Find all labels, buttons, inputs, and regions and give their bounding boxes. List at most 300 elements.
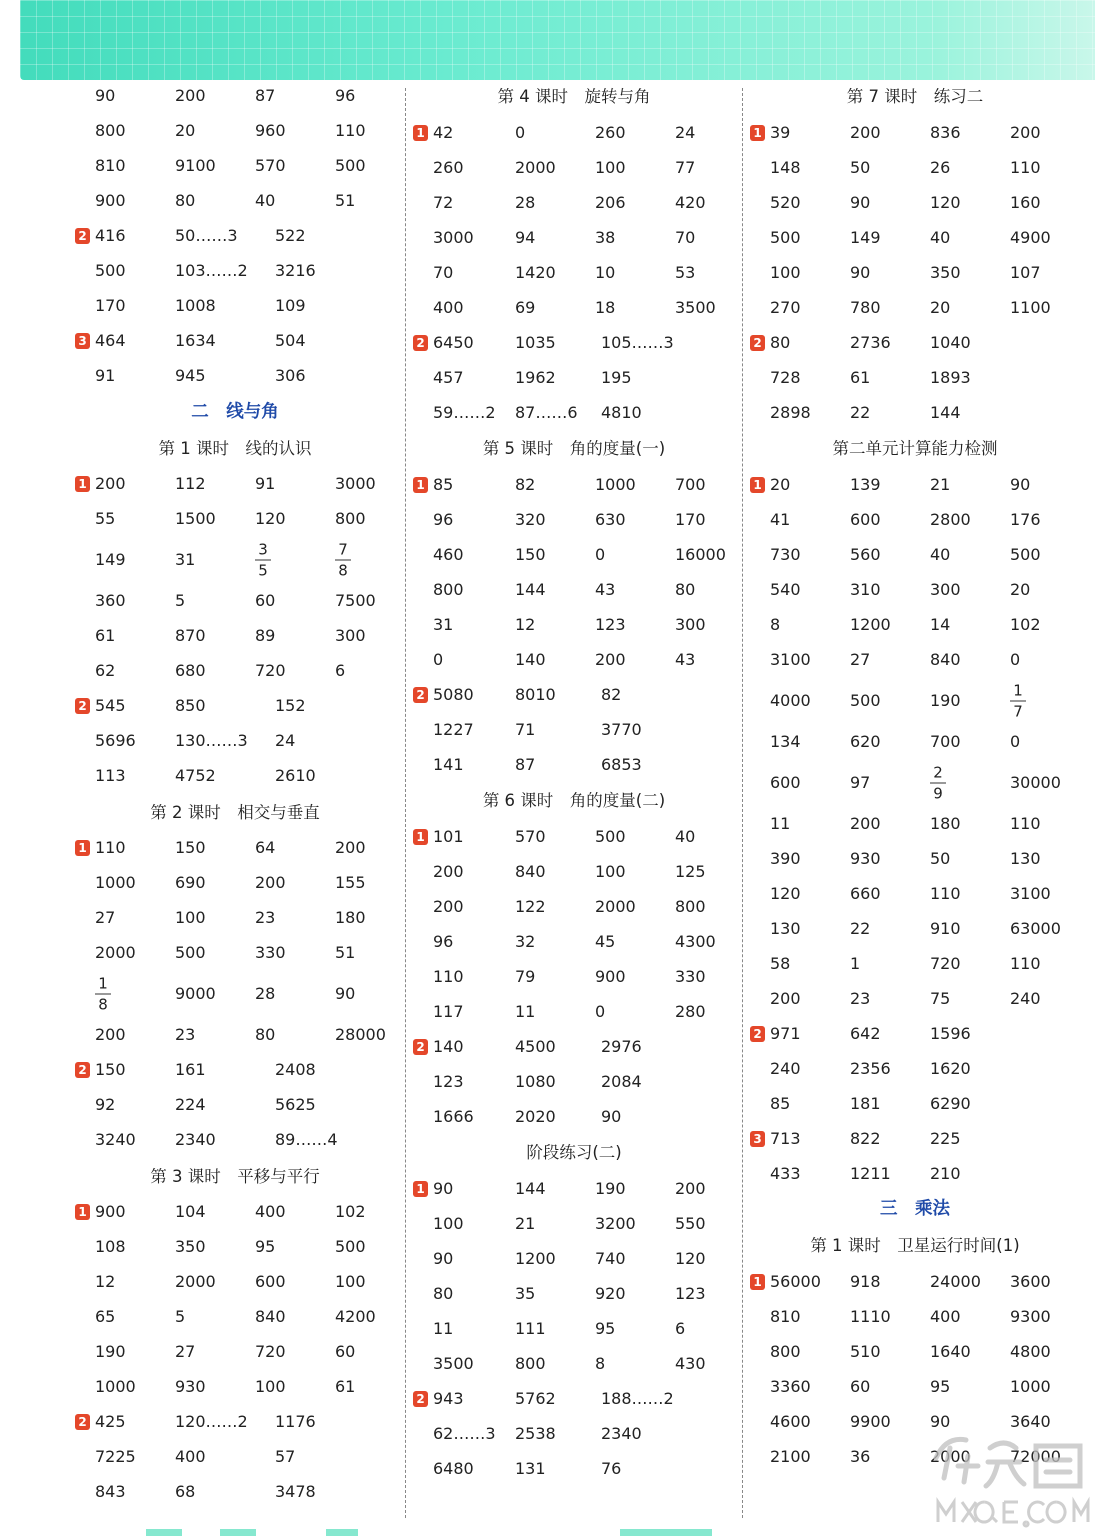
answer-value: 3478 xyxy=(275,1482,316,1501)
answer-row xyxy=(413,959,735,994)
answer-value: 85 xyxy=(433,474,454,494)
answer-row xyxy=(750,150,1080,185)
answer-value: 3500 xyxy=(433,1353,474,1373)
answer-value: 55 xyxy=(95,509,116,528)
answer-value: 6853 xyxy=(601,754,642,774)
answer-value: 16000 xyxy=(675,544,726,564)
answer-value: 270 xyxy=(770,297,801,317)
answer-row xyxy=(750,467,1080,502)
answer-value: 130 xyxy=(770,918,801,938)
answer-value: 95 xyxy=(930,1376,951,1396)
answer-value: 900 xyxy=(95,1202,126,1221)
question-number-badge: 1 xyxy=(750,1274,765,1290)
answer-row xyxy=(750,1051,1080,1086)
answer-value: 90 xyxy=(850,192,871,212)
answer-value: 9300 xyxy=(1010,1306,1051,1326)
question-number-badge: 2 xyxy=(413,335,428,351)
answer-value: 70 xyxy=(433,262,454,282)
question-number-badge: 2 xyxy=(750,335,765,351)
answer-value: 27 xyxy=(175,1342,196,1361)
answer-value: 810 xyxy=(770,1306,801,1326)
answer-row xyxy=(75,1123,395,1158)
answer-value: 320 xyxy=(515,509,546,529)
answer-value: 24 xyxy=(675,122,696,142)
answer-value: 1634 xyxy=(175,331,216,350)
answer-value: 110 xyxy=(1010,813,1041,833)
answer-value: 522 xyxy=(275,226,306,245)
answer-value: 713 xyxy=(770,1128,801,1148)
answer-value: 2356 xyxy=(850,1058,891,1078)
answer-row xyxy=(413,1241,735,1276)
answer-value: 140 xyxy=(515,649,546,669)
answer-value: 130……3 xyxy=(175,731,248,750)
answer-value: 630 xyxy=(595,509,626,529)
lesson-title: 第 7 课时 练习二 xyxy=(846,87,984,106)
fraction-answer xyxy=(95,975,111,1014)
answer-value: 1176 xyxy=(275,1412,316,1431)
answer-value: 65 xyxy=(95,1307,116,1326)
answer-value: 150 xyxy=(95,1060,126,1079)
answer-value: 80 xyxy=(675,579,696,599)
question-number-badge: 1 xyxy=(413,125,428,141)
answer-row xyxy=(413,1206,735,1241)
answer-value: 62……3 xyxy=(433,1423,496,1443)
fraction-denominator: 5 xyxy=(258,561,268,580)
fraction-numerator: 7 xyxy=(338,540,348,559)
answer-value: 150 xyxy=(515,544,546,564)
answer-value: 9900 xyxy=(850,1411,891,1431)
answer-value: 400 xyxy=(433,297,464,317)
answer-value: 390 xyxy=(770,848,801,868)
answer-value: 28 xyxy=(255,984,276,1003)
answer-value: 100 xyxy=(255,1377,286,1396)
fraction-denominator: 7 xyxy=(1013,702,1023,720)
answer-row xyxy=(750,1086,1080,1121)
answer-value: 4000 xyxy=(770,690,811,710)
answer-value: 58 xyxy=(770,953,791,973)
answer-value: 2538 xyxy=(515,1423,556,1443)
answer-value: 0 xyxy=(1010,649,1021,669)
answer-row xyxy=(413,467,735,502)
answer-value: 21 xyxy=(930,474,951,494)
answer-value: 9000 xyxy=(175,984,216,1003)
answer-row xyxy=(413,642,735,677)
question-number-badge: 2 xyxy=(75,698,90,714)
answer-value: 500 xyxy=(95,261,126,280)
answer-row xyxy=(750,759,1080,806)
answer-value: 23 xyxy=(255,908,276,927)
answer-row xyxy=(413,994,735,1029)
answer-value: 4900 xyxy=(1010,227,1051,247)
answer-row xyxy=(75,1300,395,1335)
footer-tab xyxy=(620,1529,712,1536)
answer-value: 51 xyxy=(335,943,356,962)
answer-value: 800 xyxy=(675,896,706,916)
answer-value: 120 xyxy=(675,1248,706,1268)
answer-value: 80 xyxy=(175,191,196,210)
answer-value: 97 xyxy=(850,772,871,792)
answer-value: 460 xyxy=(433,544,464,564)
answer-row xyxy=(413,1416,735,1451)
answer-value: 43 xyxy=(675,649,696,669)
answer-row xyxy=(413,924,735,959)
answer-value: 12 xyxy=(95,1272,116,1291)
fraction-answer xyxy=(335,541,351,580)
answer-value: 200 xyxy=(95,474,126,493)
answer-value: 400 xyxy=(175,1447,206,1466)
answer-value: 90 xyxy=(1010,474,1031,494)
header-banner xyxy=(20,0,1095,80)
fraction-bar xyxy=(1010,700,1026,701)
answer-value: 144 xyxy=(515,579,546,599)
answer-value: 110 xyxy=(1010,157,1041,177)
answer-value: 540 xyxy=(770,579,801,599)
answer-value: 500 xyxy=(335,156,366,175)
answer-row xyxy=(75,1475,395,1510)
column-divider xyxy=(742,88,743,1518)
answer-value: 642 xyxy=(850,1023,881,1043)
answer-value: 39 xyxy=(770,122,791,142)
answer-value: 0 xyxy=(515,122,526,142)
answer-value: 59……2 xyxy=(433,402,496,422)
question-number-badge: 2 xyxy=(75,228,90,244)
answer-value: 60 xyxy=(335,1342,356,1361)
answer-row xyxy=(750,876,1080,911)
answer-value: 41 xyxy=(770,509,791,529)
answer-value: 2408 xyxy=(275,1060,316,1079)
answer-value: 900 xyxy=(595,966,626,986)
answer-value: 836 xyxy=(930,122,961,142)
answer-value: 40 xyxy=(675,826,696,846)
answer-row xyxy=(75,79,395,114)
answer-value: 2898 xyxy=(770,402,811,422)
lesson-title: 第 5 课时 角的度量(一) xyxy=(482,439,666,458)
answer-value: 740 xyxy=(595,1248,626,1268)
answer-value: 170 xyxy=(675,509,706,529)
answer-value: 1211 xyxy=(850,1163,891,1183)
lesson-title: 第 1 课时 线的认识 xyxy=(158,438,312,458)
answer-value: 306 xyxy=(275,366,306,385)
answer-value: 1110 xyxy=(850,1306,891,1326)
answer-row xyxy=(413,607,735,642)
answer-value: 38 xyxy=(595,227,616,247)
answer-value: 70 xyxy=(675,227,696,247)
answer-value: 6 xyxy=(335,661,346,680)
answer-row xyxy=(750,360,1080,395)
fraction-answer xyxy=(255,541,271,580)
answer-value: 224 xyxy=(175,1095,206,1114)
answer-value: 107 xyxy=(1010,262,1041,282)
answer-value: 123 xyxy=(433,1071,464,1091)
answer-value: 4500 xyxy=(515,1036,556,1056)
answer-value: 11 xyxy=(515,1001,536,1021)
answer-value: 300 xyxy=(335,626,366,645)
answer-value: 2000 xyxy=(515,157,556,177)
answer-value: 144 xyxy=(930,402,961,422)
answer-value: 945 xyxy=(175,366,206,385)
answer-row xyxy=(413,1381,735,1416)
answer-value: 60 xyxy=(850,1376,871,1396)
answer-value: 102 xyxy=(335,1202,366,1221)
answer-row xyxy=(75,184,395,219)
answer-row xyxy=(75,1265,395,1300)
answer-row xyxy=(750,1156,1080,1191)
answer-row xyxy=(413,1171,735,1206)
answer-row xyxy=(413,1064,735,1099)
answer-value: 2000 xyxy=(930,1446,971,1466)
answer-row xyxy=(413,572,735,607)
answer-value: 680 xyxy=(175,661,206,680)
answer-value: 100 xyxy=(335,1272,366,1291)
answer-value: 50 xyxy=(850,157,871,177)
answer-value: 720 xyxy=(255,1342,286,1361)
answer-value: 360 xyxy=(95,591,126,610)
answer-value: 63000 xyxy=(1010,918,1061,938)
answer-value: 90 xyxy=(95,86,116,105)
answer-value: 7225 xyxy=(95,1447,136,1466)
answer-value: 3000 xyxy=(335,474,376,493)
answer-value: 61 xyxy=(335,1377,356,1396)
answer-value: 100 xyxy=(433,1213,464,1233)
answer-value: 210 xyxy=(930,1163,961,1183)
footer-tab xyxy=(220,1529,256,1536)
answer-value: 550 xyxy=(675,1213,706,1233)
answer-value: 1040 xyxy=(930,332,971,352)
answer-value: 510 xyxy=(850,1341,881,1361)
answer-value: 22 xyxy=(850,402,871,422)
answer-row xyxy=(413,1451,735,1486)
answer-value: 310 xyxy=(850,579,881,599)
answer-value: 139 xyxy=(850,474,881,494)
fraction-numerator: 1 xyxy=(1013,681,1023,699)
answer-value: 87……6 xyxy=(515,402,578,422)
answer-value: 24 xyxy=(275,731,296,750)
answer-value: 1200 xyxy=(515,1248,556,1268)
answer-row xyxy=(750,981,1080,1016)
answer-value: 200 xyxy=(850,813,881,833)
answer-row xyxy=(75,936,395,971)
answer-value: 80 xyxy=(770,332,791,352)
answer-value: 500 xyxy=(175,943,206,962)
answer-value: 90 xyxy=(930,1411,951,1431)
answer-value: 103……2 xyxy=(175,261,248,280)
answer-value: 35 xyxy=(515,1283,536,1303)
answer-row xyxy=(75,289,395,324)
answer-value: 80 xyxy=(433,1283,454,1303)
answer-value: 840 xyxy=(930,649,961,669)
answer-row xyxy=(75,1370,395,1405)
answer-row xyxy=(413,115,735,150)
answer-value: 260 xyxy=(595,122,626,142)
answer-row xyxy=(413,220,735,255)
answer-value: 2000 xyxy=(95,943,136,962)
fraction-denominator: 9 xyxy=(933,784,943,802)
answer-value: 27 xyxy=(95,908,116,927)
answer-value: 57 xyxy=(275,1447,296,1466)
answer-value: 100 xyxy=(175,908,206,927)
answer-value: 50……3 xyxy=(175,226,238,245)
answer-value: 570 xyxy=(255,156,286,175)
answer-value: 21 xyxy=(515,1213,536,1233)
answer-value: 800 xyxy=(515,1353,546,1373)
answer-value: 180 xyxy=(930,813,961,833)
answer-value: 110 xyxy=(1010,953,1041,973)
answer-value: 12 xyxy=(515,614,536,634)
answer-value: 120 xyxy=(930,192,961,212)
answer-value: 4200 xyxy=(335,1307,376,1326)
answer-value: 6480 xyxy=(433,1458,474,1478)
answer-value: 82 xyxy=(601,684,622,704)
fraction-bar xyxy=(335,560,351,561)
question-number-badge: 1 xyxy=(75,1204,90,1220)
answer-value: 457 xyxy=(433,367,464,387)
answer-value: 3200 xyxy=(595,1213,636,1233)
answer-value: 149 xyxy=(850,227,881,247)
answer-value: 810 xyxy=(95,156,126,175)
answer-value: 130 xyxy=(1010,848,1041,868)
answer-value: 91 xyxy=(255,474,276,493)
answer-value: 200 xyxy=(335,838,366,857)
answer-row xyxy=(750,537,1080,572)
answer-row xyxy=(413,185,735,220)
answer-value: 6 xyxy=(675,1318,686,1338)
answer-value: 110 xyxy=(335,121,366,140)
answer-value: 190 xyxy=(930,690,961,710)
answer-value: 60 xyxy=(255,591,276,610)
answer-row xyxy=(413,255,735,290)
answer-row xyxy=(750,841,1080,876)
answer-value: 28 xyxy=(515,192,536,212)
answer-value: 400 xyxy=(930,1306,961,1326)
answer-value: 822 xyxy=(850,1128,881,1148)
answer-row xyxy=(750,724,1080,759)
answer-value: 430 xyxy=(675,1353,706,1373)
answer-row xyxy=(750,395,1080,430)
answer-row xyxy=(75,537,395,584)
question-number-badge: 1 xyxy=(75,476,90,492)
watermark-logo xyxy=(928,1418,1100,1530)
answer-value: 260 xyxy=(433,157,464,177)
answer-value: 32 xyxy=(515,931,536,951)
answer-value: 2340 xyxy=(601,1423,642,1443)
answer-value: 53 xyxy=(675,262,696,282)
answer-value: 1100 xyxy=(1010,297,1051,317)
answer-value: 188……2 xyxy=(601,1388,674,1408)
answer-value: 433 xyxy=(770,1163,801,1183)
question-number-badge: 2 xyxy=(750,1026,765,1042)
answer-value: 90 xyxy=(433,1178,454,1198)
answer-row xyxy=(750,185,1080,220)
answer-value: 400 xyxy=(255,1202,286,1221)
answer-value: 20 xyxy=(1010,579,1031,599)
answer-value: 120……2 xyxy=(175,1412,248,1431)
answer-value: 96 xyxy=(335,86,356,105)
answer-value: 1596 xyxy=(930,1023,971,1043)
answer-value: 61 xyxy=(95,626,116,645)
answer-row xyxy=(413,360,735,395)
footer-tab xyxy=(326,1529,358,1536)
answer-row xyxy=(75,1405,395,1440)
answer-value: 900 xyxy=(95,191,126,210)
answer-value: 464 xyxy=(95,331,126,350)
answer-value: 1 xyxy=(850,953,861,973)
answer-value: 300 xyxy=(675,614,706,634)
question-number-badge: 1 xyxy=(750,125,765,141)
answer-value: 660 xyxy=(850,883,881,903)
answer-value: 8 xyxy=(595,1353,606,1373)
answer-value: 5625 xyxy=(275,1095,316,1114)
answer-value: 930 xyxy=(175,1377,206,1396)
answer-value: 87 xyxy=(255,86,276,105)
answer-value: 3100 xyxy=(1010,883,1051,903)
answer-value: 11 xyxy=(770,813,791,833)
answer-value: 870 xyxy=(175,626,206,645)
answer-value: 800 xyxy=(770,1341,801,1361)
answer-value: 720 xyxy=(255,661,286,680)
answer-value: 31 xyxy=(175,550,196,569)
answer-value: 23 xyxy=(850,988,871,1008)
answer-row xyxy=(75,831,395,866)
answer-row xyxy=(75,1440,395,1475)
answer-value: 5080 xyxy=(433,684,474,704)
answer-value: 200 xyxy=(95,1025,126,1044)
answer-value: 0 xyxy=(595,1001,606,1021)
answer-row xyxy=(750,115,1080,150)
answer-value: 1620 xyxy=(930,1058,971,1078)
answer-value: 140 xyxy=(433,1036,464,1056)
answer-value: 6450 xyxy=(433,332,474,352)
answer-value: 155 xyxy=(335,873,366,892)
answer-value: 190 xyxy=(595,1178,626,1198)
answer-value: 105……3 xyxy=(601,332,674,352)
answer-value: 28000 xyxy=(335,1025,386,1044)
answer-row xyxy=(750,806,1080,841)
answer-value: 75 xyxy=(930,988,951,1008)
answer-row xyxy=(75,324,395,359)
answer-row xyxy=(750,911,1080,946)
answer-value: 22 xyxy=(850,918,871,938)
answer-value: 26 xyxy=(930,157,951,177)
answer-value: 545 xyxy=(95,696,126,715)
fraction-bar xyxy=(930,782,946,783)
fraction-bar xyxy=(95,994,111,995)
answer-value: 730 xyxy=(770,544,801,564)
answer-row xyxy=(75,689,395,724)
answer-value: 504 xyxy=(275,331,306,350)
answer-value: 134 xyxy=(770,731,801,751)
answer-value: 800 xyxy=(433,579,464,599)
answer-row xyxy=(75,502,395,537)
answer-row xyxy=(413,677,735,712)
answer-value: 3240 xyxy=(95,1130,136,1149)
answer-value: 80 xyxy=(255,1025,276,1044)
answer-value: 20 xyxy=(930,297,951,317)
answer-value: 112 xyxy=(175,474,206,493)
question-number-badge: 1 xyxy=(413,477,428,493)
answer-value: 195 xyxy=(601,367,632,387)
answer-value: 92 xyxy=(95,1095,116,1114)
answer-value: 420 xyxy=(675,192,706,212)
answer-value: 200 xyxy=(770,988,801,1008)
answer-row xyxy=(75,654,395,689)
answer-value: 500 xyxy=(1010,544,1041,564)
answer-row xyxy=(750,1334,1080,1369)
answer-value: 56000 xyxy=(770,1271,821,1291)
answer-value: 1200 xyxy=(850,614,891,634)
answer-row xyxy=(75,219,395,254)
answer-value: 240 xyxy=(770,1058,801,1078)
question-number-badge: 2 xyxy=(413,1039,428,1055)
